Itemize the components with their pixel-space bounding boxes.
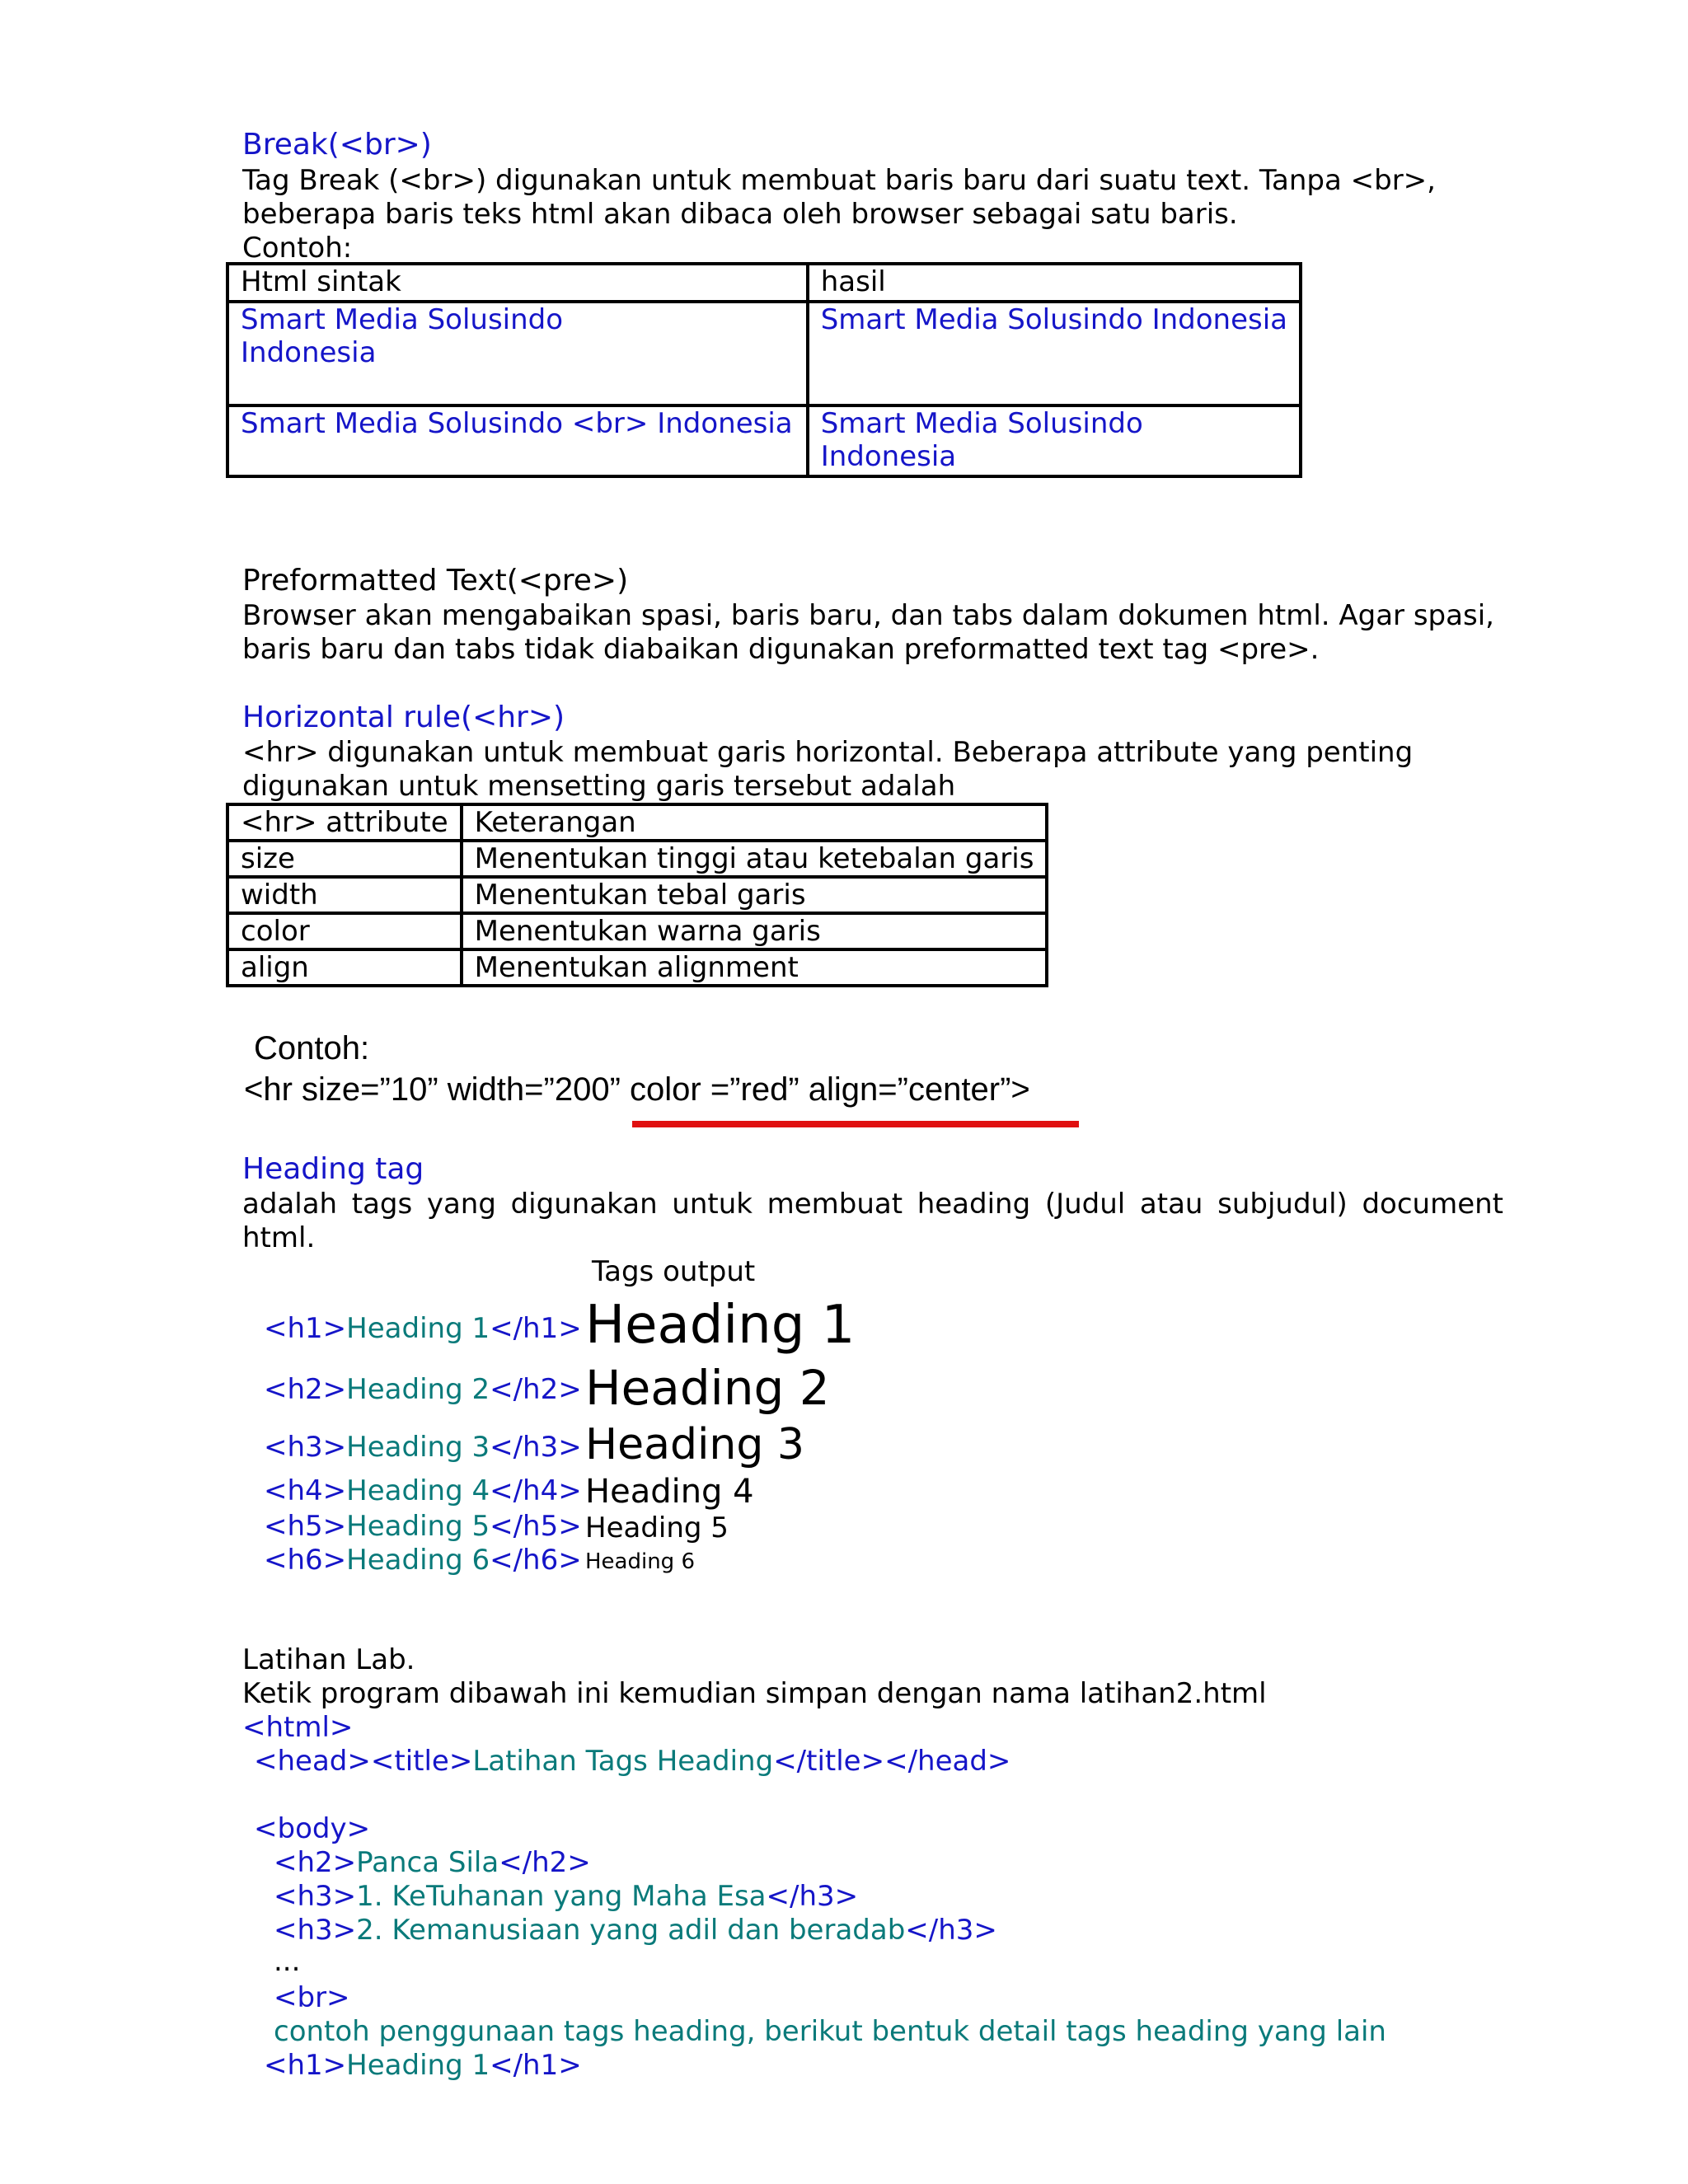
- hr-description: [242, 736, 1413, 804]
- table-header-cell: Keterangan: [462, 804, 1048, 841]
- heading-output: Heading 6: [585, 1549, 695, 1574]
- table-header-cell: hasil: [808, 264, 1301, 302]
- table-cell: size: [227, 841, 462, 877]
- hr-desc-line-2: digunakan untuk mensetting garis tersebut adalah: [242, 770, 956, 803]
- break-description: [242, 164, 1436, 265]
- lab-title: Latihan Lab.: [242, 1643, 415, 1676]
- pre-description: [242, 599, 1494, 667]
- code-line: <h1>Heading 1</h1>: [264, 2049, 582, 2082]
- table-row: [227, 949, 1047, 986]
- lab-instruction: Ketik program dibawah ini kemudian simpan dengan nama latihan2.html: [242, 1677, 1267, 1710]
- cell-line: Indonesia: [820, 440, 957, 473]
- hr-desc-line-1: <hr> digunakan untuk membuat garis horizontal. Beberapa attribute yang penting: [242, 736, 1414, 769]
- code-line: <html>: [242, 1711, 354, 1744]
- table-cell: Menentukan tebal garis: [462, 877, 1048, 913]
- table-row: [227, 302, 1301, 405]
- code-line: <body>: [254, 1812, 371, 1845]
- hr-title: Horizontal rule(<hr>): [242, 701, 565, 734]
- heading-output: Heading 4: [585, 1473, 754, 1511]
- table-header-cell: Html sintak: [227, 264, 808, 302]
- cell-line: Smart Media Solusindo: [241, 303, 564, 336]
- table-header-cell: <hr> attribute: [227, 804, 462, 841]
- code-line: <h3>2. Kemanusiaan yang adil dan beradab</h3>: [274, 1914, 997, 1947]
- code-line: contoh penggunaan tags heading, berikut bentuk detail tags heading yang lain: [274, 2015, 1386, 2048]
- heading-desc-line-2: html.: [242, 1221, 316, 1254]
- code-line: ...: [274, 1945, 301, 1978]
- break-title: Break(<br>): [242, 128, 432, 162]
- heading-tag-code: <h3>Heading 3</h3>: [264, 1431, 582, 1464]
- pre-desc-line-2: baris baru dan tabs tidak diabaikan digunakan preformatted text tag <pre>.: [242, 633, 1320, 666]
- hr-attribute-table: [226, 803, 1048, 987]
- pre-title: Preformatted Text(<pre>): [242, 564, 629, 598]
- heading-tag-code: <h4>Heading 4</h4>: [264, 1474, 582, 1507]
- table-cell: color: [227, 913, 462, 949]
- cell-line: Smart Media Solusindo: [820, 407, 1143, 440]
- table-cell-result: [808, 302, 1301, 405]
- heading-tag-code: <h2>Heading 2</h2>: [264, 1373, 582, 1406]
- table-cell: Menentukan alignment: [462, 949, 1048, 986]
- table-cell: Menentukan warna garis: [462, 913, 1048, 949]
- heading-output: Heading 3: [585, 1420, 804, 1469]
- heading-output: Heading 5: [585, 1511, 729, 1544]
- break-desc-line-1: Tag Break (<br>) digunakan untuk membuat baris baru dari suatu text. Tanpa <br>,: [242, 164, 1436, 197]
- table-header-row: [227, 264, 1301, 302]
- pre-desc-line-1: Browser akan mengabaikan spasi, baris baru, dan tabs dalam dokumen html. Agar spasi,: [242, 599, 1494, 632]
- break-example-table: [226, 262, 1302, 478]
- table-cell: Menentukan tinggi atau ketebalan garis: [462, 841, 1048, 877]
- red-horizontal-rule: [632, 1121, 1079, 1127]
- table-cell-syntax: [227, 302, 808, 405]
- heading-output: Heading 2: [585, 1360, 830, 1416]
- table-cell-syntax: [227, 405, 808, 476]
- heading-tag-code: <h6>Heading 6</h6>: [264, 1544, 582, 1577]
- heading-tag-code: <h1>Heading 1</h1>: [264, 1312, 582, 1345]
- tags-output-label: Tags output: [592, 1255, 756, 1288]
- table-row: [227, 913, 1047, 949]
- break-desc-line-2: beberapa baris teks html akan dibaca oleh browser sebagai satu baris.: [242, 198, 1238, 231]
- heading-description: [242, 1188, 1503, 1255]
- table-cell: width: [227, 877, 462, 913]
- code-line: <head><title>Latihan Tags Heading</title></head>: [254, 1745, 1011, 1778]
- heading-output: Heading 1: [585, 1295, 856, 1356]
- heading-desc-line-1: adalah tags yang digunakan untuk membuat heading (Judul atau subjudul) document: [242, 1188, 1503, 1221]
- table-cell-result: [808, 405, 1301, 476]
- table-row: [227, 405, 1301, 476]
- cell-line: Smart Media Solusindo <br> Indonesia: [241, 407, 793, 440]
- break-example-label: Contoh:: [242, 232, 353, 265]
- hr-example-code: <hr size=”10” width=”200” color =”red” align=”center”>: [244, 1071, 1030, 1108]
- lab-intro: [242, 1643, 1267, 1711]
- table-row: [227, 877, 1047, 913]
- table-header-row: [227, 804, 1047, 841]
- code-line: <h3>1. KeTuhanan yang Maha Esa</h3>: [274, 1880, 859, 1913]
- cell-line: Smart Media Solusindo Indonesia: [820, 303, 1287, 336]
- code-line: <br>: [274, 1981, 350, 2014]
- table-cell: align: [227, 949, 462, 986]
- code-line: <h2>Panca Sila</h2>: [274, 1846, 591, 1879]
- table-row: [227, 841, 1047, 877]
- heading-title: Heading tag: [242, 1152, 424, 1186]
- cell-line: Indonesia: [241, 336, 377, 369]
- heading-tag-code: <h5>Heading 5</h5>: [264, 1510, 582, 1543]
- hr-example-label: Contoh:: [254, 1030, 370, 1066]
